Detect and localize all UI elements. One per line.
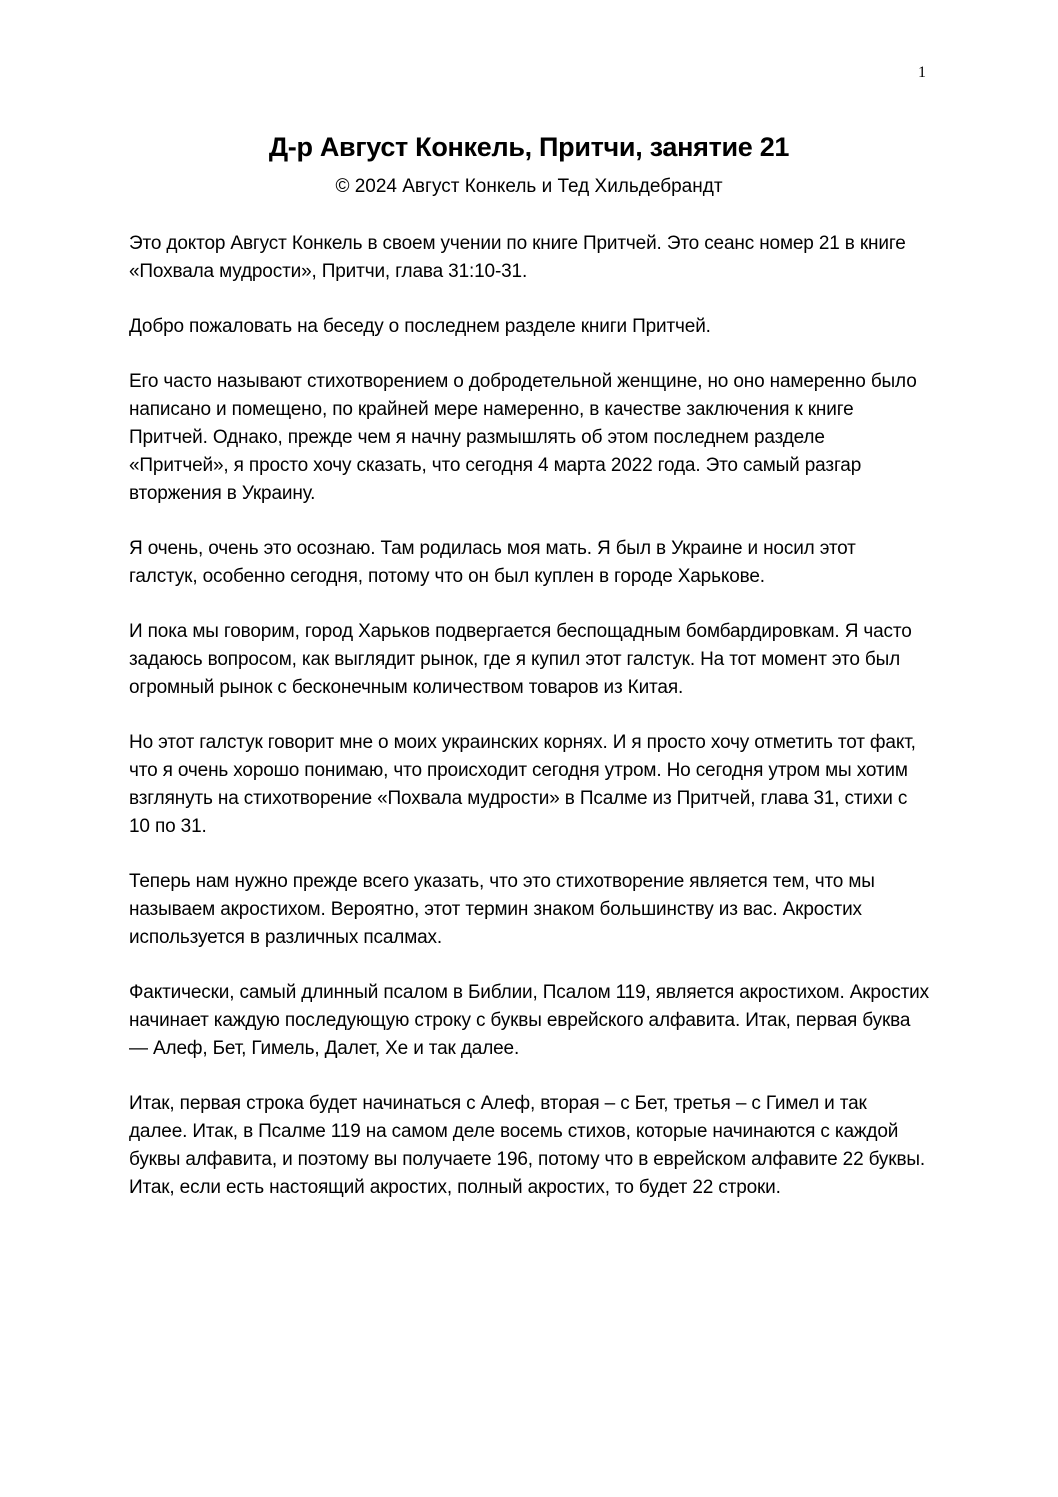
- paragraph: Но этот галстук говорит мне о моих украинских корнях. И я просто хочу отметить тот факт, что я очень хорошо понимаю, что происходит сегодня утром. Но сегодня утром мы хотим взглянуть на стихотворение «Похвала мудрости» в Псалме из Притчей, глава 31, стихи с 10 по 31.: [129, 732, 916, 837]
- paragraph: Это доктор Август Конкель в своем учении по книге Притчей. Это сеанс номер 21 в книге «Похвала мудрости», Притчи, глава 31:10-31.: [129, 233, 906, 282]
- copyright-line: © 2024 Август Конкель и Тед Хильдебрандт: [335, 176, 723, 197]
- paragraph: Его часто называют стихотворением о добродетельной женщине, но оно намеренно было написано и помещено, по крайней мере намеренно, в качестве заключения к книге Притчей. Однако, прежде чем я начну размышлять об этом последнем разделе «Притчей», я просто хочу сказать, что сегодня 4 марта 2022 года. Это самый разгар вторжения в Украину.: [129, 371, 917, 504]
- document-title: Д-р Август Конкель, Притчи, занятие 21: [268, 132, 790, 162]
- paragraph: Итак, первая строка будет начинаться с Алеф, вторая – с Бет, третья – с Гимел и так далее. Итак, в Псалме 119 на самом деле восемь стихов, которые начинаются с каждой буквы алфавита, и поэтому вы получаете 196, потому что в еврейском алфавите 22 буквы. Итак, если есть настоящий акростих, полный акростих, то будет 22 строки.: [129, 1093, 926, 1198]
- paragraph: Добро пожаловать на беседу о последнем разделе книги Притчей.: [129, 316, 711, 337]
- paragraph: Теперь нам нужно прежде всего указать, что это стихотворение является тем, что мы называем акростихом. Вероятно, этот термин знаком большинству из вас. Акростих используется в различных псалмах.: [129, 871, 875, 948]
- paragraph: И пока мы говорим, город Харьков подвергается беспощадным бомбардировкам. Я часто задаюсь вопросом, как выглядит рынок, где я купил этот галстук. На тот момент это был огромный рынок с бесконечным количеством товаров из Китая.: [129, 621, 912, 698]
- page-number: 1: [918, 64, 926, 81]
- document-body: [129, 230, 929, 1229]
- paragraph: Фактически, самый длинный псалом в Библии, Псалом 119, является акростихом. Акростих начинает каждую последующую строку с буквы еврейского алфавита. Итак, первая буква — Алеф, Бет, Гимель, Далет, Хе и так далее.: [129, 982, 929, 1059]
- paragraph: Я очень, очень это осознаю. Там родилась моя мать. Я был в Украине и носил этот галстук, особенно сегодня, потому что он был куплен в городе Харькове.: [129, 538, 856, 587]
